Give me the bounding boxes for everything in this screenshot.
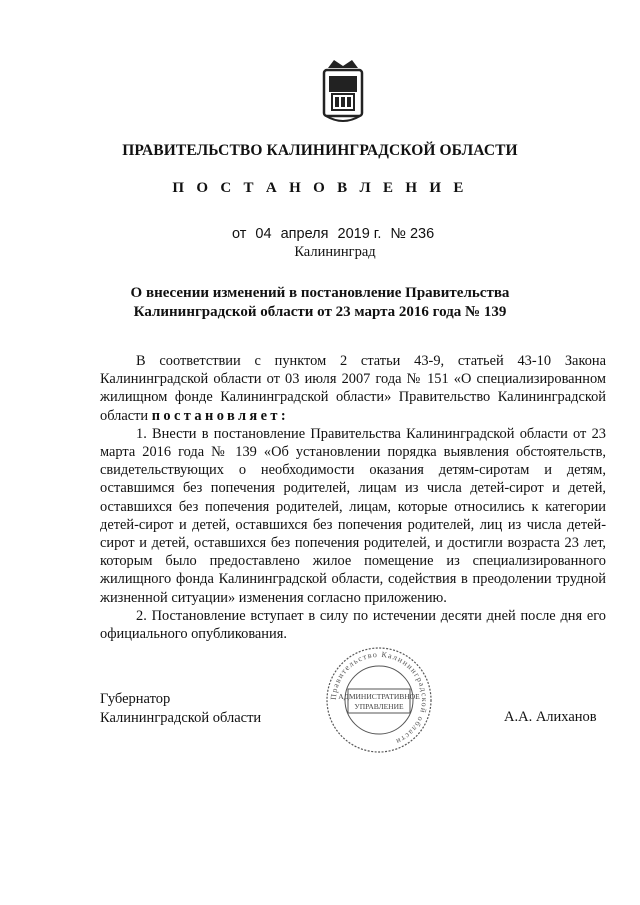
organization-title: ПРАВИТЕЛЬСТВО КАЛИНИНГРАДСКОЙ ОБЛАСТИ bbox=[122, 142, 518, 159]
preamble-text: В соответствии с пунктом 2 статьи 43-9, статьей 43-10 Закона Калининградской области от 03 июля 2007 года № 151 «О специализированном жилищном фонде Калининградской области» Правительство Калининградской области bbox=[100, 353, 606, 424]
resolves-word: постановляет: bbox=[151, 407, 290, 424]
seal-ring-text: Правительство Калининградской области bbox=[328, 649, 430, 747]
signatory-name: А.А. Алиханов bbox=[504, 709, 597, 725]
signatory-title-line-1: Губернатор bbox=[100, 691, 171, 707]
city: Калининград bbox=[294, 244, 376, 260]
subject-heading bbox=[0, 284, 640, 322]
document-body bbox=[100, 352, 606, 643]
seal-inner-line-2: УПРАВЛЕНИЕ bbox=[354, 702, 404, 711]
seal-inner-line-1: АДМИНИСТРАТИВНОЕ bbox=[338, 692, 420, 701]
date-month: апреля bbox=[280, 226, 329, 242]
document-number: № 236 bbox=[390, 226, 435, 242]
official-seal bbox=[324, 645, 434, 755]
subject-line-1: О внесении изменений в постановление Правительства bbox=[130, 285, 510, 301]
date-day: 04 bbox=[255, 226, 272, 242]
subject-line-2: Калининградской области от 23 марта 2016 года № 139 bbox=[133, 304, 507, 320]
preamble-paragraph bbox=[100, 352, 606, 425]
date-prefix: от bbox=[232, 226, 247, 242]
clause-2: 2. Постановление вступает в силу по истечении десяти дней после дня его официального опубликования. bbox=[100, 607, 606, 643]
document-type: П О С Т А Н О В Л Е Н И Е bbox=[172, 180, 468, 196]
document-date-line bbox=[232, 226, 439, 242]
date-year: 2019 г. bbox=[337, 226, 382, 242]
signatory-title-line-2: Калининградской области bbox=[100, 710, 262, 726]
clause-1: 1. Внести в постановление Правительства Калининградской области от 23 марта 2016 года № 139 «Об установлении порядка выявления обстоятельств, свидетельствующих о необходимости оказания детям-сиротам и детям, оставшимся без попечения родителей, лицам из числа детей-сирот и детей, оставшихся без попечения родителей, лицам, которые относились к категории детей-сирот и детей, оставшихся без попечения родителей, лиц из числа детей-сирот и детей, оставшихся без попечения родителей, и достигли возраста 23 лет, которым было предоставлено жилое помещение из специализированного жилищного фонда Калининградской области, содействия в преодолении трудной жизненной ситуации» изменения согласно приложению. bbox=[100, 425, 606, 606]
signatory-title bbox=[100, 690, 261, 728]
coat-of-arms-icon bbox=[320, 54, 366, 126]
